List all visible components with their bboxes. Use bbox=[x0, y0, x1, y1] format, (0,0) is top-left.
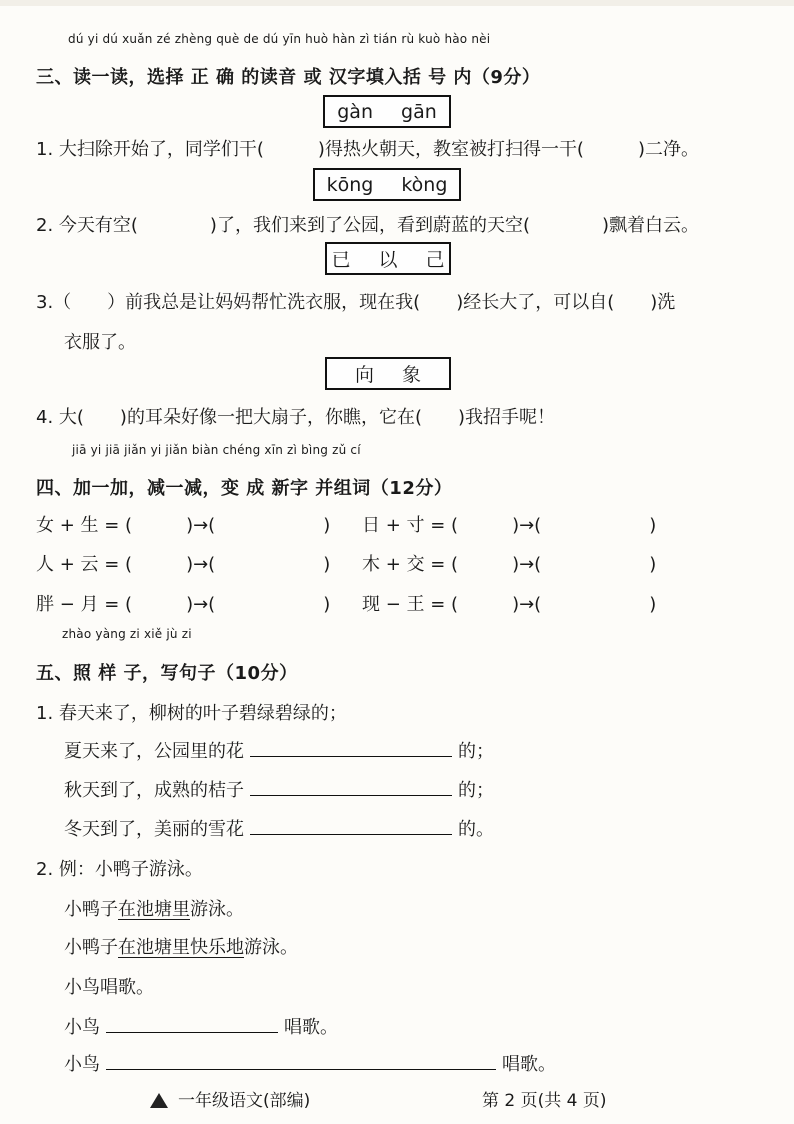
sentence-suffix: 的； bbox=[458, 741, 494, 762]
compose-row-3-right: 现 − 王 = ( )→( ) bbox=[362, 594, 657, 615]
compose-row-3-left: 胖 − 月 = ( )→( ) bbox=[36, 594, 331, 615]
question-3-1: 1. 大扫除开始了，同学们干( )得热火朝天，教室被打扫得一干( )二净。 bbox=[36, 139, 699, 160]
sentence-suffix: 的。 bbox=[458, 819, 494, 840]
answer-blank[interactable] bbox=[106, 1055, 496, 1070]
question-3-4: 4. 大( )的耳朵好像一把大扇子，你瞧，它在( )我招手呢！ bbox=[36, 407, 555, 428]
choice-box-yi: 已 以 己 bbox=[325, 242, 451, 275]
example-subject: 小鸭子 bbox=[64, 937, 118, 958]
example-verb: 游泳。 bbox=[190, 899, 244, 920]
section4-title: 四、加一加，减一减，变 成 新字 并组词（12分） bbox=[36, 478, 453, 499]
bird-expand-2 bbox=[64, 1050, 556, 1076]
question-3-3-cont: 衣服了。 bbox=[64, 332, 136, 353]
sentence-line-autumn bbox=[64, 776, 494, 802]
publisher-triangle-icon bbox=[150, 1093, 168, 1108]
sentence-prefix: 冬天到了，美丽的雪花 bbox=[64, 819, 244, 840]
choice-box-kong: kōng kòng bbox=[313, 168, 461, 201]
answer-blank[interactable] bbox=[250, 781, 452, 796]
compose-row-2-right: 木 + 交 = ( )→( ) bbox=[362, 554, 657, 575]
footer-page-number: 第 2 页(共 4 页) bbox=[482, 1091, 607, 1111]
choice-box-xiang: 向 象 bbox=[325, 357, 451, 390]
sentence-line-winter bbox=[64, 815, 494, 841]
sentence-prefix: 小鸟 bbox=[64, 1054, 100, 1075]
example-underlined: 在池塘里快乐地 bbox=[118, 937, 244, 958]
section5-title: 五、照 样 子，写句子（10分） bbox=[36, 663, 298, 684]
footer-subject bbox=[150, 1086, 310, 1111]
question-3-2: 2. 今天有空( )了，我们来到了公园，看到蔚蓝的天空( )飘着白云。 bbox=[36, 215, 699, 236]
sentence-line-summer bbox=[64, 737, 494, 763]
footer-subject-text: 一年级语文(部编) bbox=[178, 1091, 311, 1111]
sentence-prefix: 小鸟 bbox=[64, 1017, 100, 1038]
question-5-1: 1. 春天来了，柳树的叶子碧绿碧绿的； bbox=[36, 703, 347, 724]
example-sentence-1 bbox=[64, 895, 244, 921]
choice-box-gan: gàn gān bbox=[323, 95, 451, 128]
section3-title: 三、读一读，选择 正 确 的读音 或 汉字填入括 号 内（9分） bbox=[36, 67, 541, 88]
section3-pinyin: dú yi dú xuǎn zé zhèng què de dú yīn huò hàn zì tián rù kuò hào nèi bbox=[68, 32, 491, 46]
answer-blank[interactable] bbox=[250, 742, 452, 757]
compose-row-2-left: 人 + 云 = ( )→( ) bbox=[36, 554, 331, 575]
answer-blank[interactable] bbox=[250, 820, 452, 835]
example-underlined: 在池塘里 bbox=[118, 899, 190, 920]
sentence-suffix: 唱歌。 bbox=[502, 1054, 556, 1075]
question-3-3: 3.（ ）前我总是让妈妈帮忙洗衣服，现在我( )经长大了，可以自( )洗 bbox=[36, 292, 676, 313]
answer-blank[interactable] bbox=[106, 1018, 278, 1033]
example-verb: 游泳。 bbox=[244, 937, 298, 958]
compose-row-1-right: 日 + 寸 = ( )→( ) bbox=[362, 515, 657, 536]
sentence-prefix: 夏天来了，公园里的花 bbox=[64, 741, 244, 762]
question-5-2: 2. 例：小鸭子游泳。 bbox=[36, 859, 203, 880]
sentence-suffix: 的； bbox=[458, 780, 494, 801]
compose-row-1-left: 女 + 生 = ( )→( ) bbox=[36, 515, 331, 536]
example-subject: 小鸭子 bbox=[64, 899, 118, 920]
sentence-prefix: 秋天到了，成熟的桔子 bbox=[64, 780, 244, 801]
scan-edge bbox=[0, 0, 794, 6]
example-sentence-2 bbox=[64, 933, 298, 959]
sentence-suffix: 唱歌。 bbox=[284, 1017, 338, 1038]
section5-pinyin: zhào yàng zi xiě jù zi bbox=[62, 627, 192, 641]
section4-pinyin: jiā yi jiā jiǎn yi jiǎn biàn chéng xīn zì bìng zǔ cí bbox=[72, 443, 361, 457]
bird-sentence: 小鸟唱歌。 bbox=[64, 977, 154, 998]
bird-expand-1 bbox=[64, 1013, 338, 1039]
